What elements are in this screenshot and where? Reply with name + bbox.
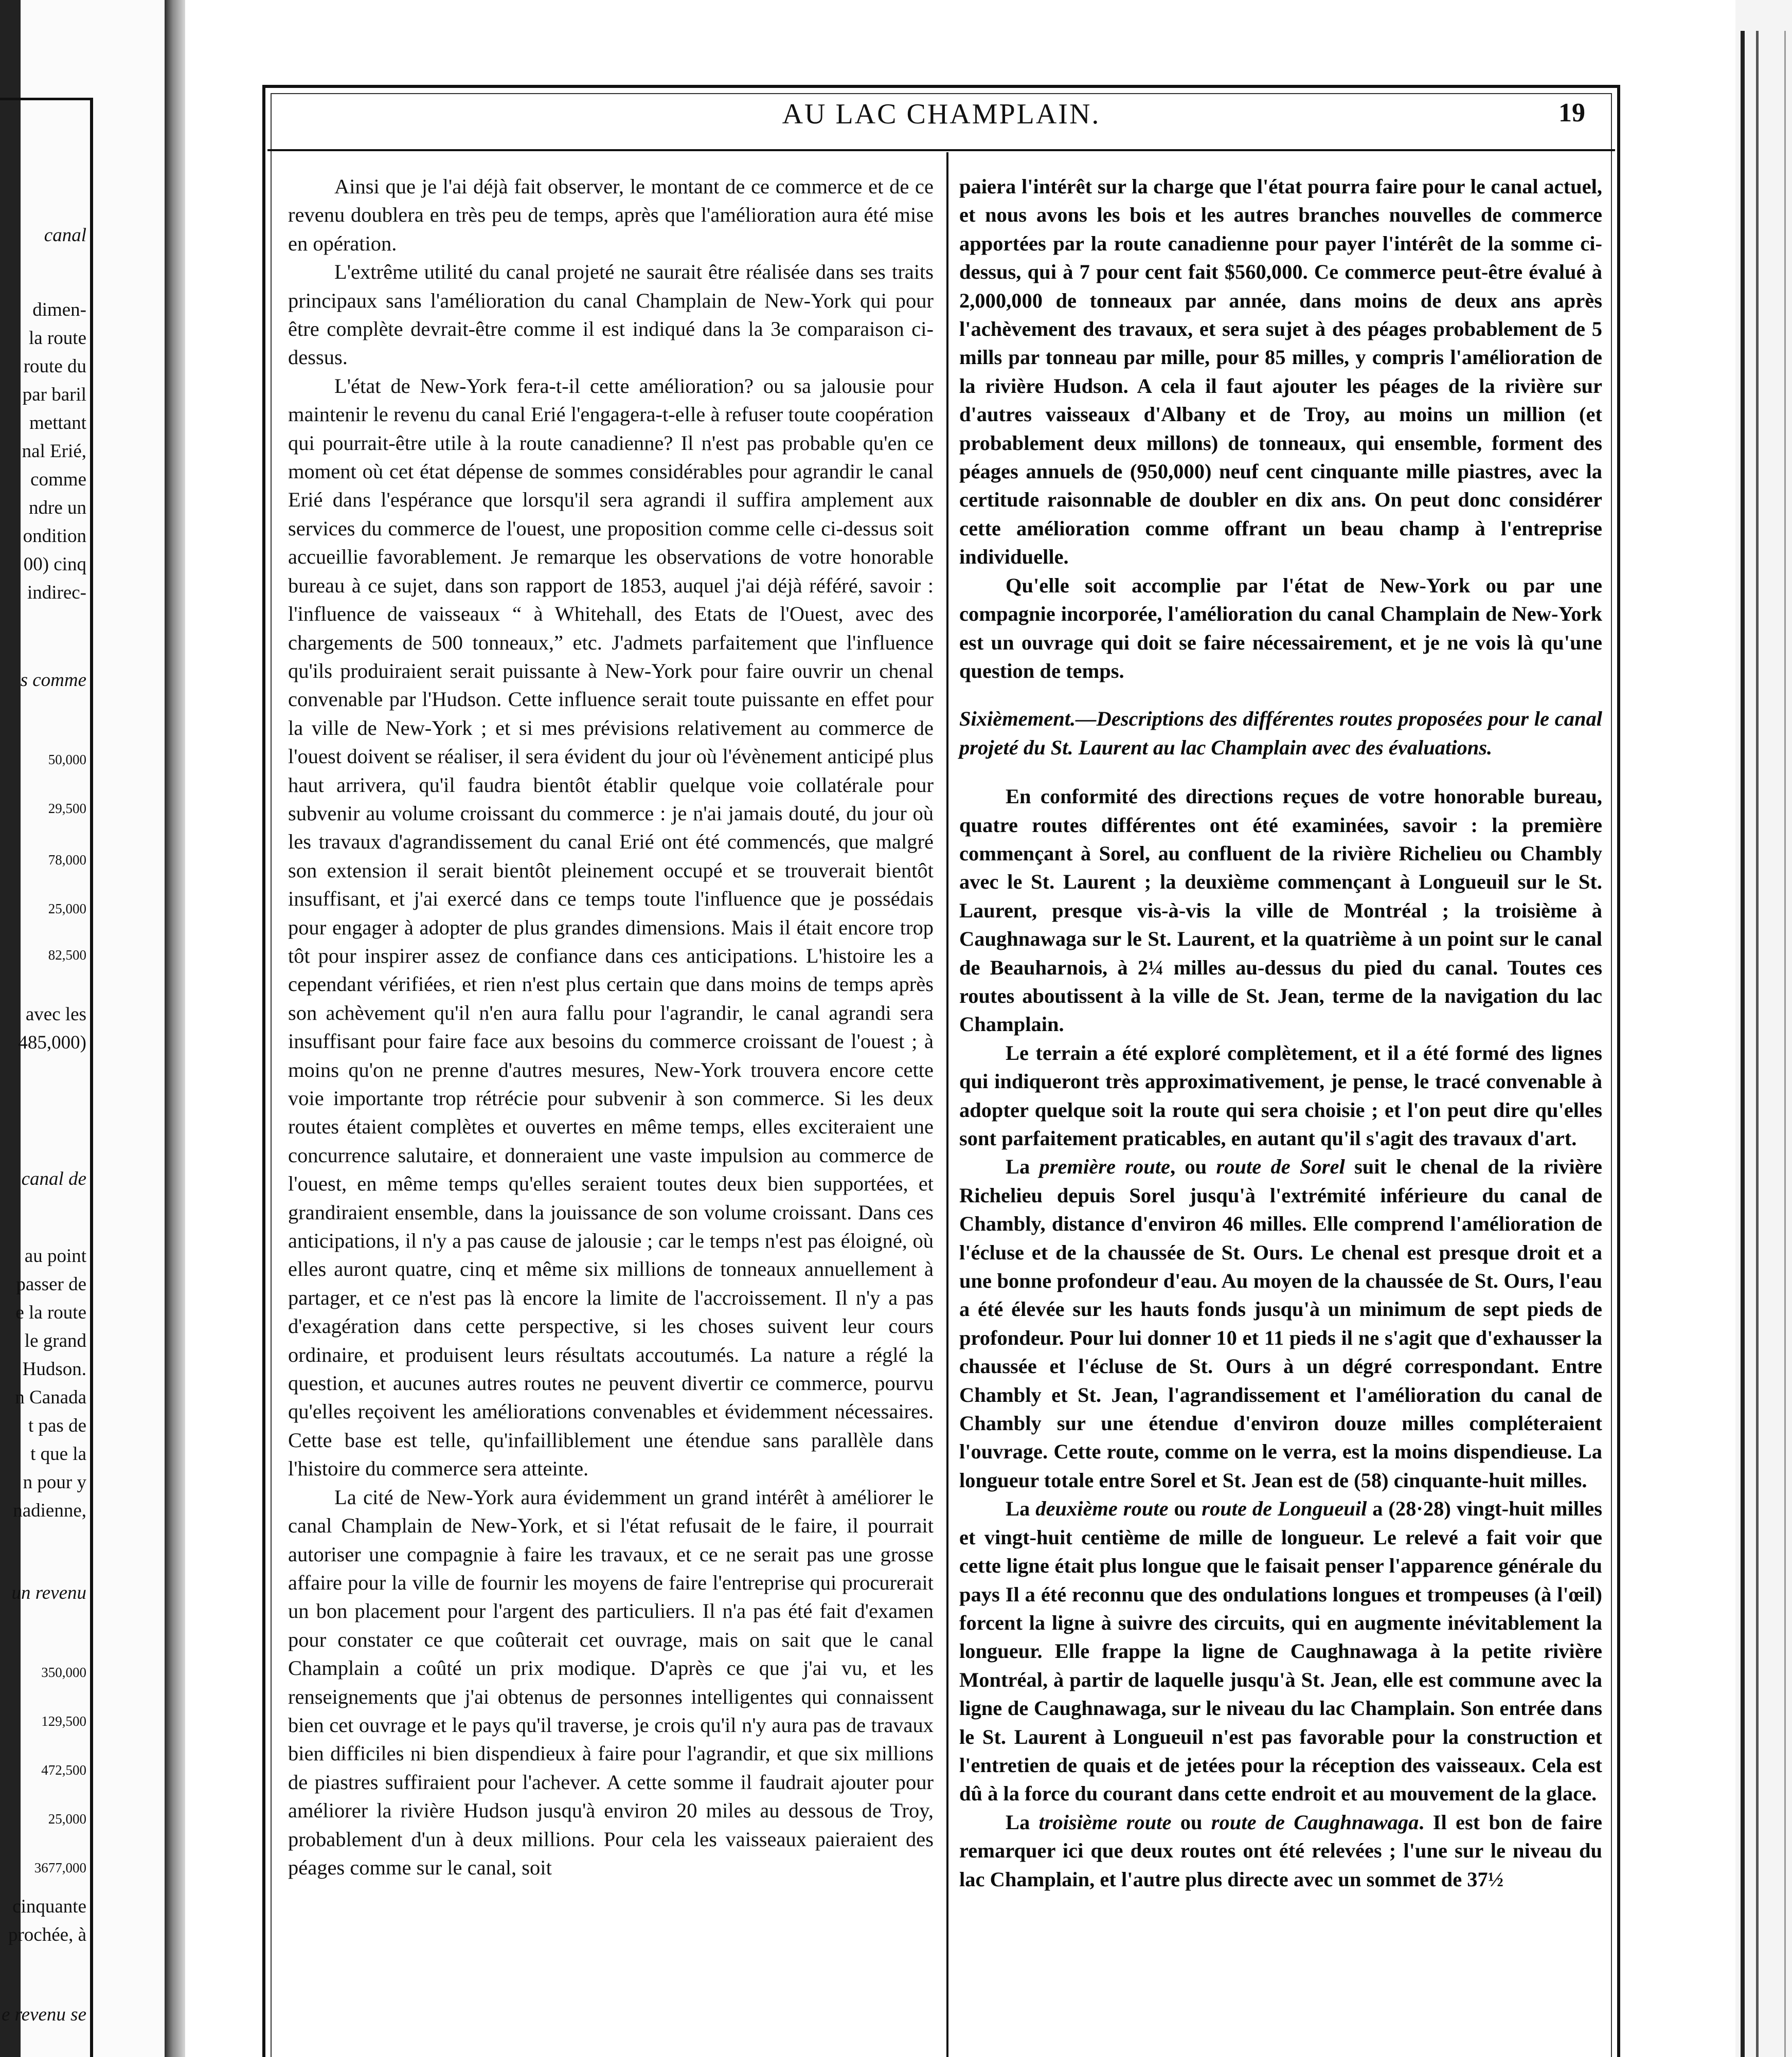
adjacent-page-fragment: 25,000: [48, 901, 86, 916]
left-column: [288, 172, 934, 1882]
adjacent-page-fragment: 78,000: [48, 852, 86, 868]
adjacent-page-fragment: un revenu: [11, 1582, 86, 1603]
adjacent-page-fragment: dimen-: [32, 299, 86, 320]
adjacent-page-fragment: t que la: [30, 1443, 86, 1465]
adjacent-page-fragment: 50,000: [48, 752, 86, 767]
section-heading: Sixièmement.—Descriptions des différentes routes proposées pour le canal projeté du St. Laurent au lac Champlain avec des évaluations.: [959, 707, 1602, 759]
route-name: troisième route: [1038, 1810, 1172, 1834]
adjacent-page-fragment: prochée, à: [8, 1924, 86, 1945]
adjacent-page-fragment: canal: [44, 225, 86, 246]
adjacent-page-fragment: e revenu se: [1, 2004, 86, 2025]
adjacent-page-fragment: comme: [30, 469, 86, 490]
adjacent-page-edges: [1735, 0, 1792, 2057]
adjacent-page-fragment: 485,000): [18, 1032, 86, 1053]
adjacent-page-fragment: par baril: [22, 384, 86, 405]
adjacent-page-fragment: 129,500: [41, 1713, 86, 1729]
paragraph: En conformité des directions reçues de votre honorable bureau, quatre routes différentes ont été examinées, savoir : la première commençant à Sorel, au confluent de la rivière Richelieu ou Chambly avec le St. Laurent ; la deuxième commençant à Longueuil sur le St. Laurent, presque vis-à-vis la ville de Montréal ; la troisième à Caughnawaga sur le St. Laurent, et la quatrième à un point sur le canal de Beauharnois, à 2¼ milles au-dessus du pied du canal. Toutes ces routes aboutissent à la ville de St. Jean, terme de la navigation du lac Champlain.: [959, 785, 1602, 1036]
adjacent-page-fragment: 25,000: [48, 1811, 86, 1827]
paragraph: Ainsi que je l'ai déjà fait observer, le montant de ce commerce et de ce revenu doublera en très peu de temps, après que l'amélioration aura été mise en opération.: [288, 175, 934, 255]
adjacent-page-topline: [0, 98, 93, 100]
paragraph: L'état de New-York fera-t-il cette amélioration? ou sa jalousie pour maintenir le revenu du canal Erié l'engagera-t-elle à refuser toute coopération qui pourrait-être utile à la route canadienne? Il n'est pas probable qu'en ce moment où cet état dépense de sommes considérables pour agrandir le canal Erié dans l'espérance que lorsqu'il sera agrandi il suffira amplement aux services du commerce de l'ouest, une proposition comme celle ci-dessus soit accueillie favorablement. Je remarque les observations de votre honorable bureau à ce sujet, dans son rapport de 1853, auquel j'ai déjà référé, savoir : l'influence de vaisseaux “ à Whitehall, des Etats de l'Ouest, avec des chargements de 500 tonneaux,” etc. J'admets parfaitement que l'influence qu'ils produiraient serait puissante à New-York pour faire ouvrir un chenal convenable par l'Hudson. Cette influence serait toute puissante en effet pour la ville de New-York ; et si mes prévisions relativement au commerce de l'ouest doivent se réaliser, il sera évident du jour où l'évènement anticipé plus haut arrivera, qu'il faudra bientôt établir quelque voie collatérale pour subvenir au volume croissant du commerce : je n'ai jamais douté, du jour où les travaux d'agrandissement du canal Erié ont été commencés, que malgré son extension il serait bientôt pleinement occupé et se trouverait bientôt insuffisant, et j'ai exercé dans ce temps toute l'influence que je possédais pour engager à adopter de plus grandes dimensions. Mais il était encore trop tôt pour inspirer assez de confiance dans ces anticipations. L'histoire les a cependant vérifiées, et rien n'est plus certain que dans moins de temps après son achèvement qu'il n'en aura fallu pour l'agrandir, le canal agrandi sera insuffisant pour faire face aux besoins du commerce croissant de l'ouest ; à moins qu'on ne prenne d'autres mesures, New-York trouvera encore cette voie importante trop rétrécie pour subvenir à son commerce. Si les deux routes étaient complètes et ouvertes en même temps, elles exciteraient une concurrence salutaire, et donneraient une vaste impulsion au commerce de l'ouest, en même temps qu'elles seraient toutes deux bien supportées, et grandiraient ensemble, dans la jouissance de son volume croissant. Dans ces anticipations, il n'y a pas cause de jalousie ; car le temps n'est pas éloigné, où elles auront quatre, cinq et même six millions de tonneaux annuellement à partager, et ce n'est pas là encore la limite de l'accroissement. Il n'y a pas d'exagération dans cette perspective, si les choses suivent leur cours ordinaire, et produisent leurs résultats accoutumés. La nature a réglé la question, et aucunes autres routes ne peuvent divertir ce commerce, pourvu qu'elles reçoivent les améliorations convenables et évidemment nécessaires. Cette base est telle, qu'infailliblement une étendue sans parallèle dans l'histoire du commerce sera atteinte.: [288, 374, 934, 1481]
route-name: route de Sorel: [1216, 1155, 1345, 1179]
adjacent-page-fragment: canal de: [21, 1168, 86, 1189]
adjacent-page-fragment: ondition: [23, 526, 86, 547]
adjacent-page-fragment: nal Erié,: [22, 441, 86, 462]
paragraph-continuation: paiera l'intérêt sur la charge que l'état pourra faire pour le canal actuel, et nous avons les bois et les autres branches nouvelles de commerce apportées par la route canadienne pour payer l'intérêt de la somme ci-dessus, qui à 7 pour cent fait $560,000. Ce commerce peut-être évalué à 2,000,000 de tonneaux par année, dans moins de deux ans après l'achèvement des travaux, et sera sujet à des péages probablement de 5 mills par tonneau par mille, pour 85 milles, y compris l'amélioration de la rivière Hudson. A cela il faut ajouter les péages de la rivière sur d'autres vaisseaux d'Albany et de Troy, au moins un million (et probablement deux millons) de tonneaux, qui ensemble, forment des péages annuels de (950,000) neuf cent cinquante mille piastres, avec la certitude raisonnable de doubler en dix ans. On peut donc considérer cette amélioration comme offrant un beau champ à l'entreprise individuelle.: [959, 175, 1602, 569]
adjacent-page-fragment: la route: [29, 328, 86, 349]
paragraph-first-route: La première route, ou route de Sorel suit le chenal de la rivière Richelieu depuis Sorel jusqu'à l'extrémité inférieure du canal de Chambly, distance d'environ 46 milles. Elle comprend l'amélioration de l'écluse et de la chaussée de St. Ours. Le chenal est presque droit et a une bonne profondeur d'eau. Au moyen de la chaussée de St. Ours, l'eau a été élevée sur les hauts fonds jusqu'à un minimum de sept pieds de profondeur. Pour lui donner 10 et 11 pieds il ne s'agit que d'exhausser la chaussée et l'écluse de St. Ours à un dégré correspondant. Entre Chambly et St. Jean, l'agrandissement et l'amélioration du canal de Chambly sur une étendue d'environ douze milles compléteraient l'ouvrage. Cette route, comme on le verra, est la moins dispendieuse. La longueur totale entre Sorel et St. Jean est de (58) cinquante-huit milles.: [959, 1155, 1602, 1492]
adjacent-page-fragment: indirec-: [27, 582, 86, 603]
adjacent-page-fragment: cinquante: [12, 1896, 86, 1917]
page-number: 19: [1558, 98, 1585, 128]
adjacent-page-fragment: nadienne,: [13, 1500, 86, 1521]
adjacent-page-fragment: 3677,000: [34, 1860, 86, 1875]
adjacent-page-left: [0, 0, 165, 2057]
adjacent-page-fragment: n pour y: [23, 1472, 86, 1493]
adjacent-page-fragment: mettant: [29, 412, 86, 434]
adjacent-page-fragment: route du: [23, 356, 86, 377]
paragraph-second-route: La deuxième route ou route de Longueuil a (28·28) vingt-huit milles et vingt-huit centième de mille de longueur. Le relevé a fait voir que cette ligne était plus longue que le faisait penser l'apparence générale du pays Il a été reconnu que des ondulations longues et trompeuses (à l'œil) forcent la ligne à suivre des circuits, qui en augmente inévitablement la longueur. Elle frappe la ligne de Caughnawaga à la petite rivière Montréal, à partir de laquelle jusqu'à St. Jean, elle est commune avec la ligne de Caughnawaga, sur le niveau du lac Champlain. Son entrée dans le St. Laurent à Longueuil n'est pas favorable pour la construction et l'entretien de quais et de jetées pour la réception des vaisseaux. Cela est dû à la force du courant dans cette endroit et au mouvement de la glace.: [959, 1497, 1603, 1806]
adjacent-page-fragment: n Canada: [15, 1387, 86, 1408]
adjacent-page-fragment: 29,500: [48, 801, 86, 816]
adjacent-page-fragment: s comme: [20, 670, 86, 691]
adjacent-page-fragment: au point: [24, 1246, 86, 1267]
paragraph: Qu'elle soit accomplie par l'état de New-York ou par une compagnie incorporée, l'amélioration du canal Champlain de New-York est un ouvrage qui doit se faire nécessairement, et je ne vois là qu'une question de temps.: [959, 573, 1602, 682]
adjacent-page-fragment: avec les: [25, 1004, 86, 1025]
running-title: AU LAC CHAMPLAIN.: [782, 98, 1101, 130]
right-column: [959, 172, 1602, 1893]
column-divider: [946, 152, 948, 2057]
adjacent-page-fragment: Hudson.: [22, 1359, 86, 1380]
adjacent-page-fragment: 472,500: [41, 1762, 86, 1778]
route-name: route de Caughnawaga: [1211, 1810, 1419, 1834]
adjacent-page-fragment: 82,500: [48, 947, 86, 963]
header-rule: [267, 149, 1615, 151]
book-gutter: [165, 0, 185, 2057]
paragraph: La cité de New-York aura évidemment un grand intérêt à améliorer le canal Champlain de New-York, et si l'état refusait de le faire, il pourrait autoriser une compagnie à faire les travaux, et ce ne serait pas une grosse affaire pour la ville de fournir les moyens de faire l'entreprise qui procurerait un bon placement pour l'argent des particuliers. Il n'a pas été fait d'examen pour constater ce que coûterait cet ouvrage, mais on sait que le canal Champlain a coûté un prix modique. D'après ce que j'ai vu, et les renseignements que j'ai obtenus de personnes intelligentes qui connaissent bien cet ouvrage et le pays qu'il traverse, je crois qu'il n'y aura pas de travaux bien difficiles ni bien dispendieux à faire pour l'agrandir, et que six millions de piastres suffiraient pour l'achever. A cette somme il faudrait ajouter pour améliorer la rivière Hudson jusqu'à environ 20 miles au dessous de Troy, probablement d'un à deux millions. Pour cela les vaisseaux paieraient des péages comme sur le canal, soit: [288, 1485, 934, 1879]
adjacent-page-frame: [90, 98, 93, 2057]
adjacent-page-fragment: 00) cinq: [23, 554, 86, 575]
paragraph: Le terrain a été exploré complètement, et il a été formé des lignes qui indiqueront très approximativement, je pense, le tracé convenable à adopter quelque soit la route qui sera choisie ; et l'on peut dire qu'elles sont parfaitement praticables, en autant qu'il s'agit des travaux d'art.: [959, 1041, 1602, 1150]
adjacent-page-fragment: ndre un: [29, 497, 86, 518]
adjacent-page-fragment: 350,000: [41, 1665, 86, 1680]
adjacent-page-fragment: passer de: [16, 1274, 86, 1295]
paragraph: L'extrême utilité du canal projeté ne saurait être réalisée dans ses traits principaux sans l'amélioration du canal Champlain de New-York qui pour être complète devrait-être comme il est indiqué dans la 3e comparaison ci-dessus.: [288, 260, 934, 369]
route-name: deuxième route: [1035, 1497, 1169, 1521]
route-name: route de Longueuil: [1202, 1497, 1367, 1521]
route-name: première route: [1039, 1155, 1171, 1179]
adjacent-page-fragment: t pas de: [28, 1415, 86, 1436]
paragraph-third-route: La troisième route ou route de Caughnawaga. Il est bon de faire remarquer ici que deux routes ont été relevées ; l'une sur le niveau du lac Champlain, et l'autre plus directe avec un sommet de 37½: [959, 1810, 1603, 1891]
adjacent-page-fragment: le grand: [24, 1330, 86, 1351]
scan-edge: [0, 0, 21, 2057]
adjacent-page-fragment: e la route: [15, 1302, 86, 1323]
